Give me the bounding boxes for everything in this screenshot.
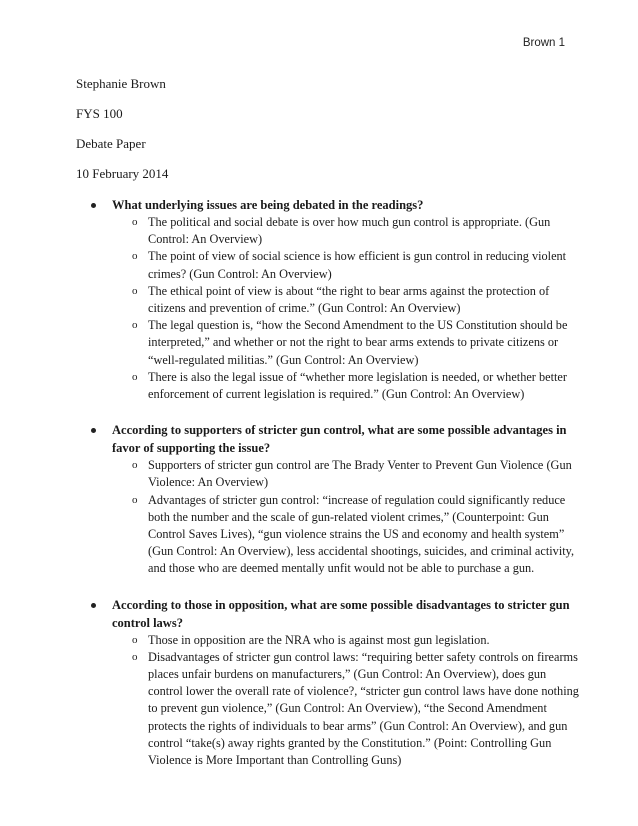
answer-item	[82, 492, 582, 578]
answer-item	[82, 632, 582, 649]
circle-bullet-icon: o	[132, 459, 138, 472]
circle-bullet-icon: o	[132, 319, 138, 332]
answer-item	[82, 317, 582, 369]
answer-text: The legal question is, “how the Second Amendment to the US Constitution should be interpreted,” and whether or not the right to bear arms extends to private citizens or “well-regulated militias.” (Gun Control: An Overview)	[148, 318, 568, 367]
answer-list	[82, 457, 582, 577]
answer-text: The point of view of social science is how efficient is gun control in reducing violent crimes? (Gun Control: An Overview)	[148, 249, 567, 281]
answer-text: Supporters of stricter gun control are The Brady Venter to Prevent Gun Violence (Gun Violence: An Overview)	[148, 458, 572, 490]
running-head: Brown 1	[522, 37, 565, 49]
document-type: Debate Paper	[76, 136, 146, 151]
question-list	[82, 196, 582, 787]
question-text: According to those in opposition, what are some possible disadvantages to stricter gun control laws?	[112, 597, 570, 630]
answer-text: The political and social debate is over how much gun control is appropriate. (Gun Control: An Overview)	[148, 215, 551, 247]
answer-text: Those in opposition are the NRA who is against most gun legislation.	[148, 632, 490, 647]
circle-bullet-icon: o	[132, 650, 138, 663]
question-item	[82, 596, 582, 770]
bullet-icon	[91, 428, 96, 433]
question-text: What underlying issues are being debated in the readings?	[112, 198, 424, 212]
answer-text: Advantages of stricter gun control: “increase of regulation could significantly reduce both the number and the scale of gun-related violent crimes,” (Counterpoint: Gun Control Saves Lives), “gun violence strains the US and economy and health system” (Gun Control: An Overview), less accidental shootings, suicides, and criminal activity, and those who are deemed mentally unfit would not be able to purchase a gun.	[148, 492, 575, 576]
circle-bullet-icon: o	[132, 216, 138, 228]
answer-text: Disadvantages of stricter gun control laws: “requiring better safety controls on firearms places unfair burdens on manufacturers,” (Gun Control: An Overview), does gun control lower the overall rate of violence?, “stricter gun control laws have done nothing to prevent gun violence,” (Gun Control: An Overview), “the Second Amendment protects the rights of individuals to bear arms” (Gun Control: An Overview), and gun control “take(s) away rights granted by the Constitution.” (Point: Controlling Gun Violence is More Important than Controlling Guns)	[148, 649, 579, 768]
document-date: 10 February 2014	[76, 166, 169, 181]
circle-bullet-icon: o	[132, 370, 138, 383]
course-name: FYS 100	[76, 106, 123, 121]
author-name: Stephanie Brown	[76, 76, 166, 91]
question-text: According to supporters of stricter gun control, what are some possible advantages in favor of supporting the issue?	[112, 423, 567, 456]
answer-list	[82, 214, 582, 403]
answer-list	[82, 632, 582, 770]
answer-item	[82, 457, 582, 491]
circle-bullet-icon: o	[132, 633, 138, 646]
question-item	[82, 196, 582, 403]
answer-item	[82, 214, 582, 248]
question-item	[82, 421, 582, 577]
answer-item	[82, 283, 582, 317]
mla-heading	[76, 76, 168, 196]
answer-text: The ethical point of view is about “the right to bear arms against the protection of citizens and prevention of crime.” (Gun Control: An Overview)	[148, 283, 550, 316]
bullet-icon	[91, 603, 96, 608]
circle-bullet-icon: o	[132, 284, 138, 297]
answer-text: There is also the legal issue of “whether more legislation is needed, or whether better enforcement of current legislation is required.” (Gun Control: An Overview)	[148, 369, 567, 402]
circle-bullet-icon: o	[132, 250, 138, 263]
bullet-icon	[91, 203, 96, 208]
circle-bullet-icon: o	[132, 493, 138, 506]
answer-item	[82, 248, 582, 282]
answer-item	[82, 369, 582, 403]
answer-item	[82, 649, 582, 769]
